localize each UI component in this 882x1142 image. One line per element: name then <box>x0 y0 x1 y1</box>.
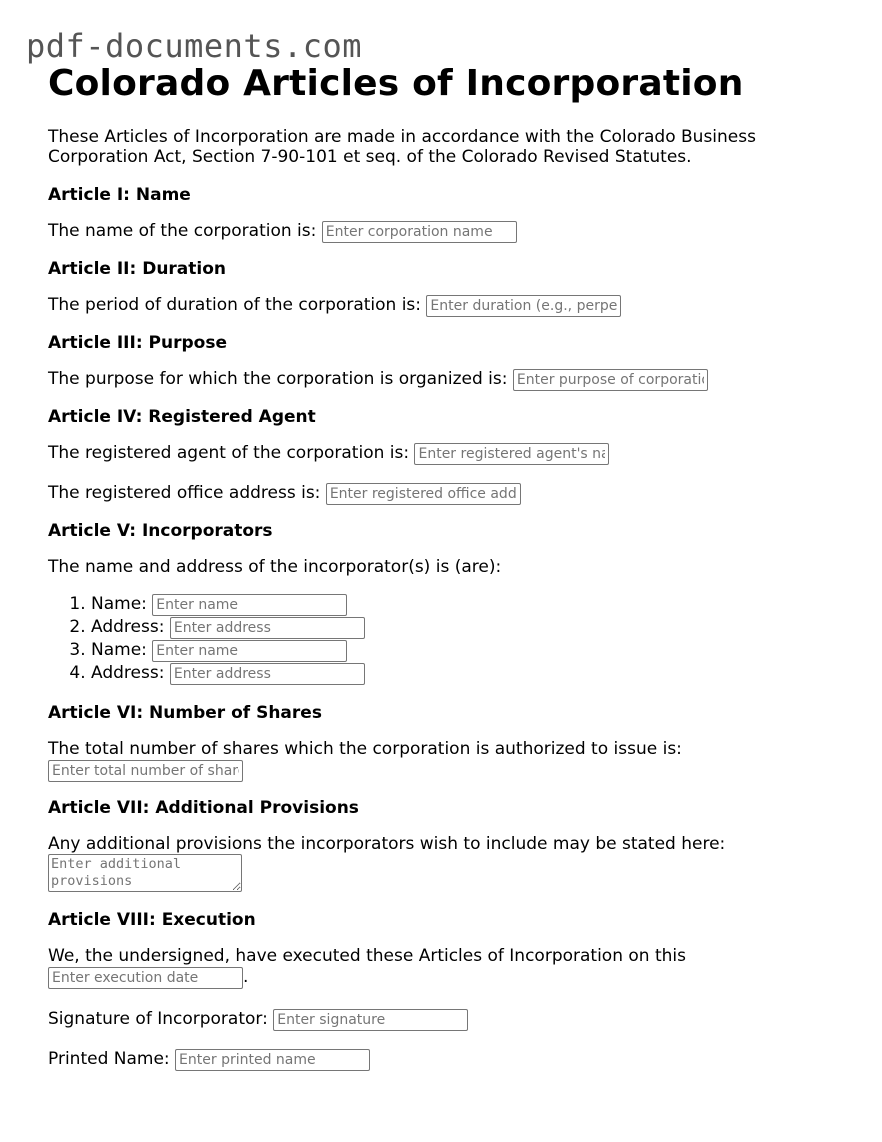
article-7-heading: Article VII: Additional Provisions <box>48 798 359 818</box>
execution-date-input[interactable] <box>48 967 243 989</box>
incorporator-2-name-input[interactable] <box>152 640 347 662</box>
printed-name-label: Printed Name: <box>48 1049 170 1069</box>
execution-date-line <box>48 966 838 989</box>
incorporator-1-name-label: Name: <box>91 594 147 614</box>
article-7-text: Any additional provisions the incorporators wish to include may be stated here: <box>48 834 726 854</box>
printed-name-input[interactable] <box>175 1049 370 1071</box>
article-6-text: The total number of shares which the corporation is authorized to issue is: <box>48 739 682 759</box>
article-3-heading: Article III: Purpose <box>48 333 227 353</box>
list-item <box>91 616 838 639</box>
incorporator-2-address-label: Address: <box>91 663 165 683</box>
article-8-text: We, the undersigned, have executed these Articles of Incorporation on this <box>48 946 686 966</box>
incorporator-1-name-input[interactable] <box>152 594 347 616</box>
article-5-text: The name and address of the incorporator(s) is (are): <box>48 557 502 577</box>
article-5-heading: Article V: Incorporators <box>48 521 273 541</box>
signature-input[interactable] <box>273 1009 468 1031</box>
corporation-name-input[interactable] <box>322 221 517 243</box>
incorporator-1-address-label: Address: <box>91 617 165 637</box>
article-3-line <box>48 367 838 391</box>
article-6-heading: Article VI: Number of Shares <box>48 703 322 723</box>
additional-provisions-textarea[interactable] <box>48 854 242 892</box>
list-item <box>91 639 838 662</box>
incorporator-1-address-input[interactable] <box>170 617 365 639</box>
registered-office-label: The registered office address is: <box>48 483 321 503</box>
registered-office-input[interactable] <box>326 483 521 505</box>
purpose-input[interactable] <box>513 369 708 391</box>
article-6-input-wrap <box>48 759 838 782</box>
page-title: Colorado Articles of Incorporation <box>48 63 744 104</box>
watermark: pdf-documents.com <box>26 27 363 65</box>
list-item <box>91 593 838 616</box>
registered-agent-label: The registered agent of the corporation is: <box>48 443 410 463</box>
article-3-label: The purpose for which the corporation is organized is: <box>48 369 508 389</box>
article-4-heading: Article IV: Registered Agent <box>48 407 316 427</box>
printed-name-line <box>48 1047 838 1071</box>
signature-label: Signature of Incorporator: <box>48 1009 268 1029</box>
article-4-office-line <box>48 481 838 505</box>
article-2-heading: Article II: Duration <box>48 259 227 279</box>
execution-date-period: . <box>243 967 249 987</box>
total-shares-input[interactable] <box>48 760 243 782</box>
incorporator-2-address-input[interactable] <box>170 663 365 685</box>
signature-line <box>48 1007 838 1031</box>
article-1-line <box>48 219 838 243</box>
list-item <box>91 662 838 685</box>
intro-paragraph: These Articles of Incorporation are made in accordance with the Colorado Business Corporation Act, Section 7-90-101 et seq. of the Colorado Revised Statutes. <box>48 127 756 167</box>
registered-agent-input[interactable] <box>414 443 609 465</box>
incorporator-2-name-label: Name: <box>91 640 147 660</box>
article-1-label: The name of the corporation is: <box>48 221 317 241</box>
duration-input[interactable] <box>426 295 621 317</box>
article-2-label: The period of duration of the corporation is: <box>48 295 422 315</box>
incorporators-list <box>48 593 838 685</box>
article-4-agent-line <box>48 441 838 465</box>
article-1-heading: Article I: Name <box>48 185 191 205</box>
document-page <box>48 58 838 1071</box>
article-8-heading: Article VIII: Execution <box>48 910 256 930</box>
article-2-line <box>48 293 838 317</box>
